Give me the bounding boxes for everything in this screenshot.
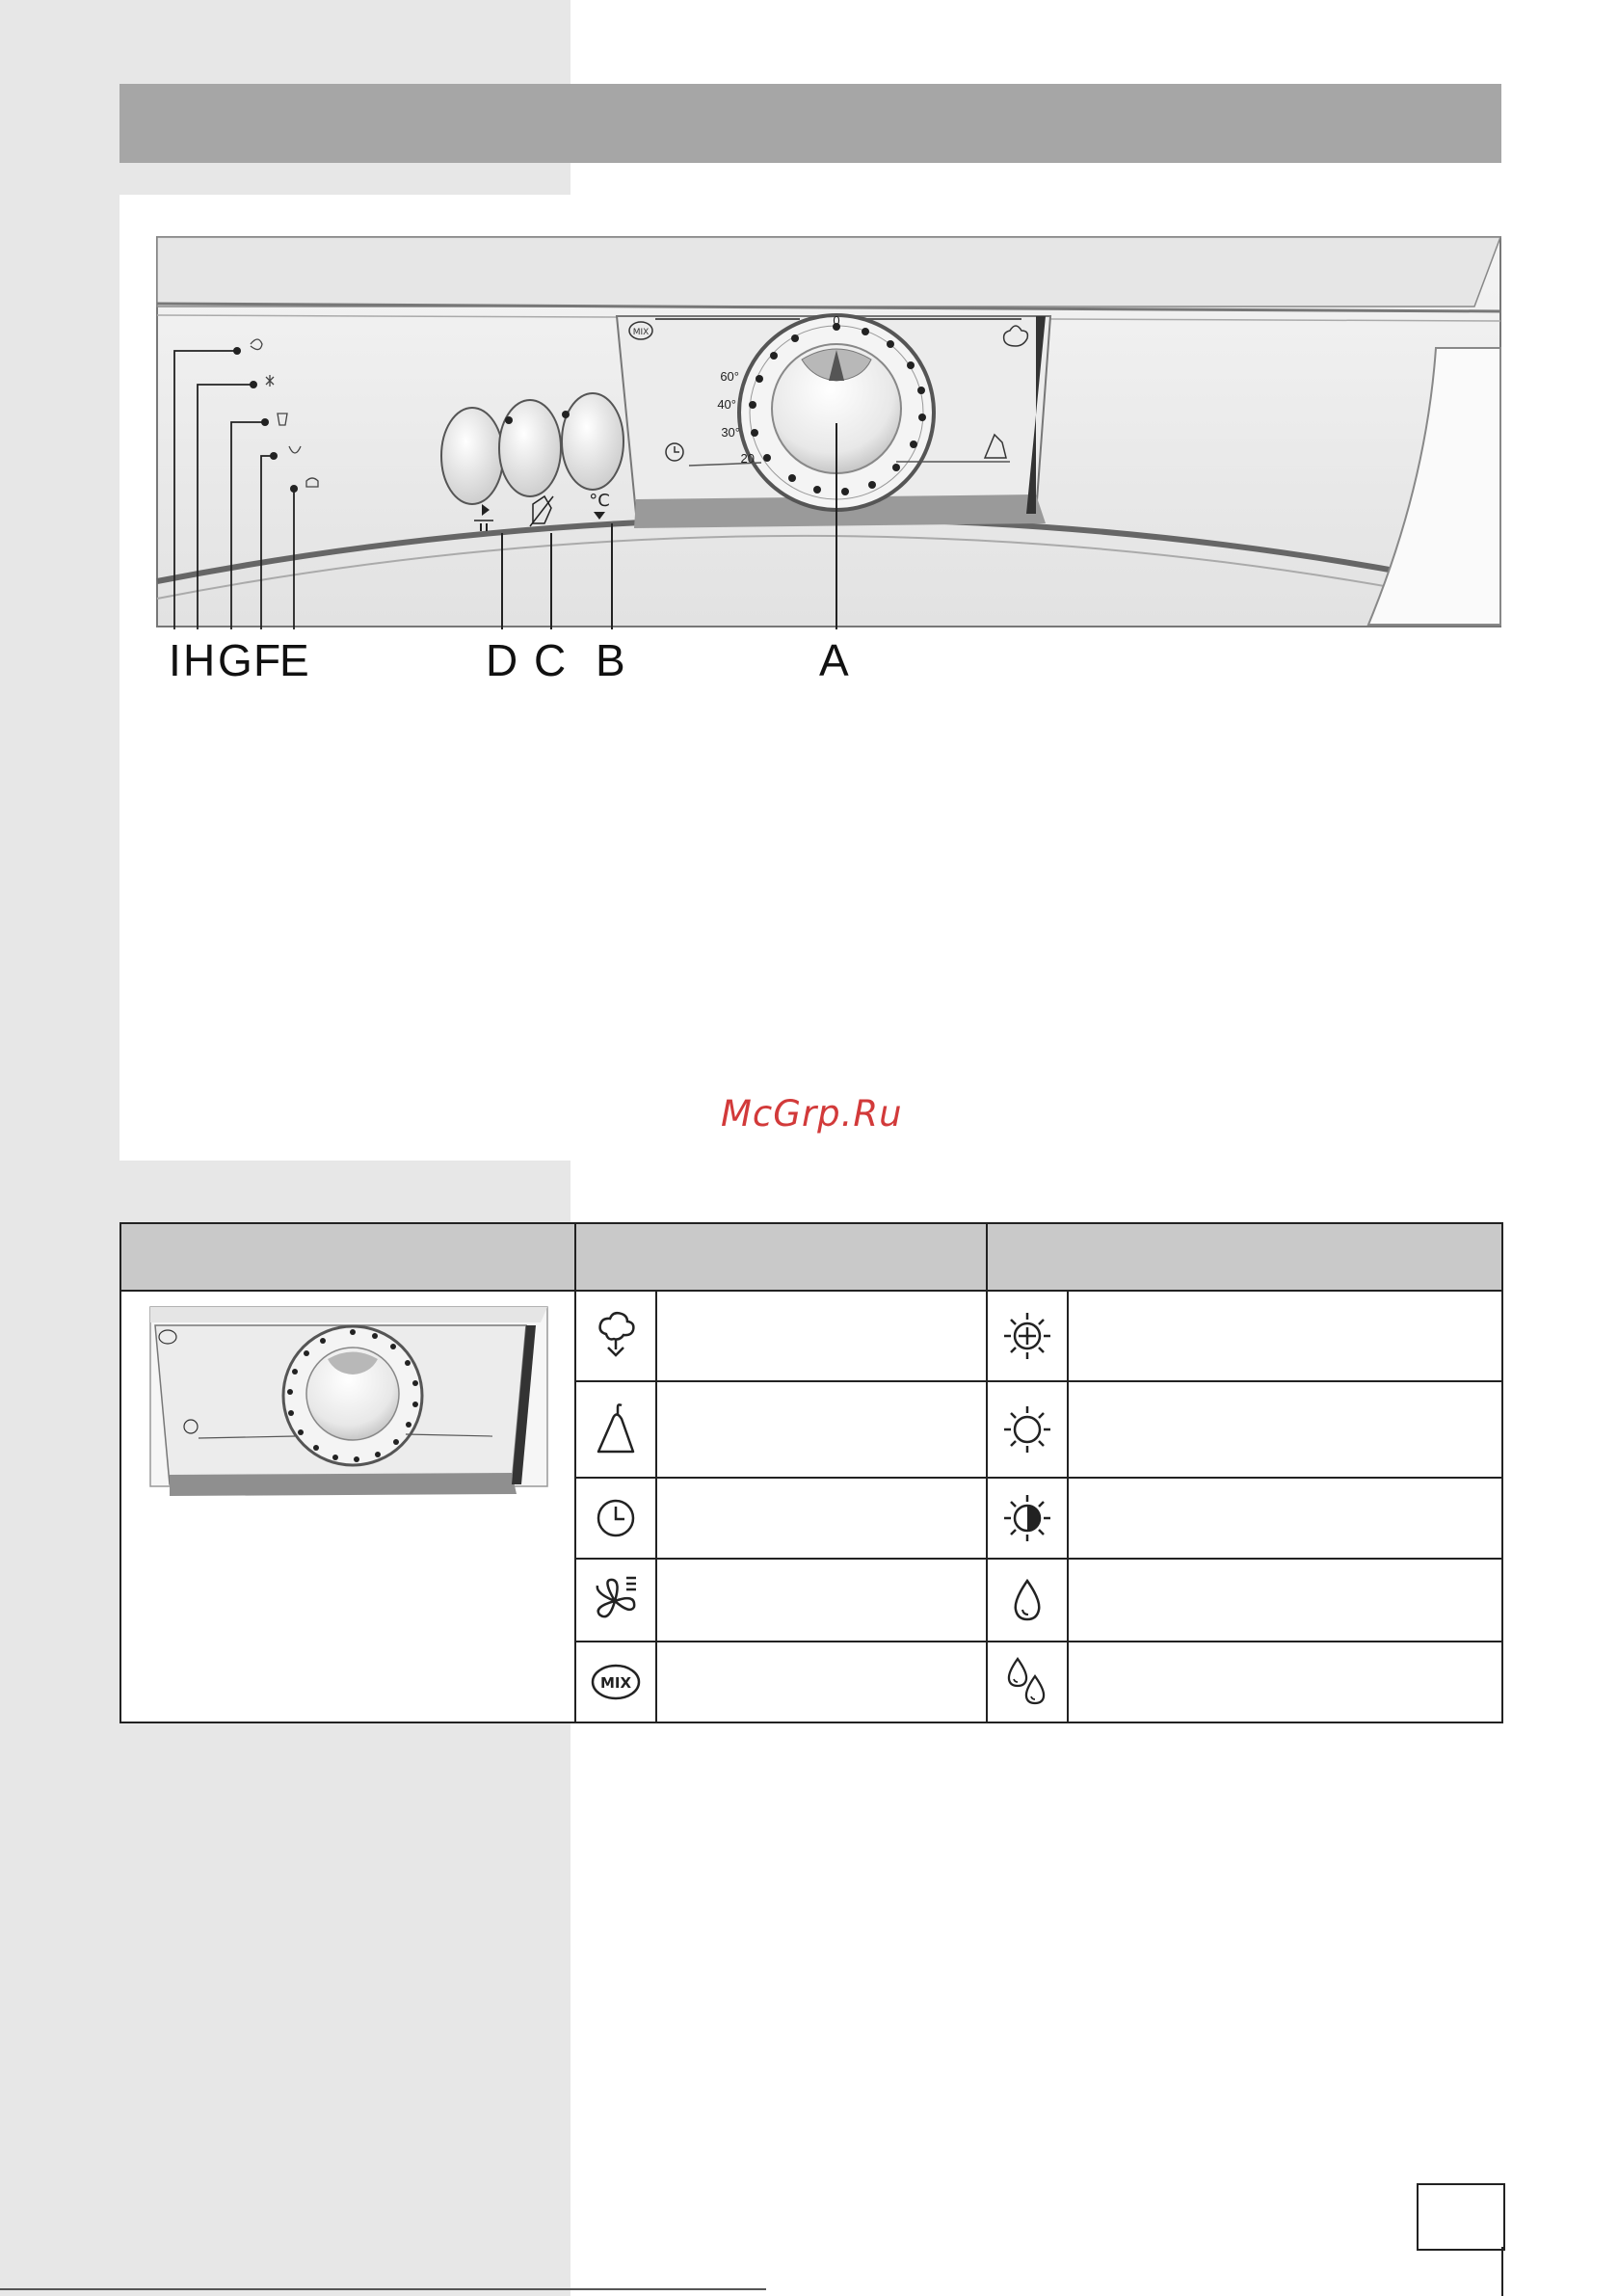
callout-a: A xyxy=(819,635,849,685)
svg-text:MIX: MIX xyxy=(632,328,650,337)
description-cell xyxy=(1068,1478,1502,1559)
callout-f: F xyxy=(253,635,281,685)
dial-label-30: 30° xyxy=(721,425,740,440)
icon-cell xyxy=(987,1381,1068,1478)
fan-icon xyxy=(592,1574,640,1626)
icon-cell xyxy=(575,1291,656,1381)
callout-d: D xyxy=(486,635,518,685)
icon-cell xyxy=(575,1381,656,1478)
icon-cell xyxy=(987,1478,1068,1559)
icon-cell xyxy=(575,1478,656,1559)
dial-label-60: 60° xyxy=(720,369,739,384)
push-button-d[interactable] xyxy=(441,408,503,504)
push-button-c[interactable] xyxy=(499,400,561,496)
page-number-box xyxy=(1417,2183,1505,2251)
synthetics-icon xyxy=(593,1402,639,1457)
callout-e: E xyxy=(279,635,309,685)
callout-c: C xyxy=(534,635,567,685)
page-number-tick xyxy=(1501,2247,1503,2296)
description-cell xyxy=(1068,1559,1502,1642)
cotton-icon xyxy=(593,1309,639,1363)
icon-cell xyxy=(575,1559,656,1642)
push-button-b[interactable] xyxy=(562,393,623,490)
iron-dry-icon xyxy=(1001,1492,1053,1544)
table-header-cell xyxy=(987,1223,1502,1291)
control-panel-illustration xyxy=(154,234,1503,629)
callout-b: B xyxy=(596,635,625,685)
icon-cell xyxy=(987,1559,1068,1642)
icon-cell xyxy=(575,1642,656,1722)
low-temp-icon: °C xyxy=(589,491,610,511)
panel-top-bevel xyxy=(157,237,1500,307)
description-cell xyxy=(656,1642,987,1722)
symbols-table xyxy=(119,1222,1503,1723)
timer-icon xyxy=(593,1495,639,1541)
dial-thumbnail xyxy=(121,1292,576,1513)
callout-h: H xyxy=(183,635,216,685)
description-cell xyxy=(656,1381,987,1478)
double-drop-icon xyxy=(1004,1655,1050,1709)
dial-label-zero: 0 xyxy=(833,313,840,328)
description-cell xyxy=(656,1291,987,1381)
icon-cell xyxy=(987,1642,1068,1722)
icon-cell xyxy=(987,1291,1068,1381)
mix-icon xyxy=(589,1661,643,1703)
description-cell xyxy=(656,1559,987,1642)
single-drop-icon xyxy=(1008,1575,1047,1625)
description-cell xyxy=(1068,1291,1502,1381)
description-cell xyxy=(656,1478,987,1559)
dial-label-40: 40° xyxy=(717,397,736,412)
footer-rule xyxy=(0,2288,766,2290)
dial-label-20: 20 xyxy=(740,451,755,466)
section-header-bar xyxy=(119,84,1501,163)
extra-dry-icon xyxy=(1001,1310,1053,1362)
description-cell xyxy=(1068,1642,1502,1722)
description-cell xyxy=(1068,1381,1502,1478)
table-header-cell xyxy=(120,1223,575,1291)
svg-text:MIX: MIX xyxy=(599,1674,632,1692)
callout-g: G xyxy=(218,635,252,685)
dial-thumbnail-cell xyxy=(120,1291,575,1722)
callout-i: I xyxy=(169,635,181,685)
cupboard-dry-icon xyxy=(1001,1403,1053,1455)
table-header-cell xyxy=(575,1223,987,1291)
watermark: McGrp.Ru xyxy=(721,1093,903,1135)
